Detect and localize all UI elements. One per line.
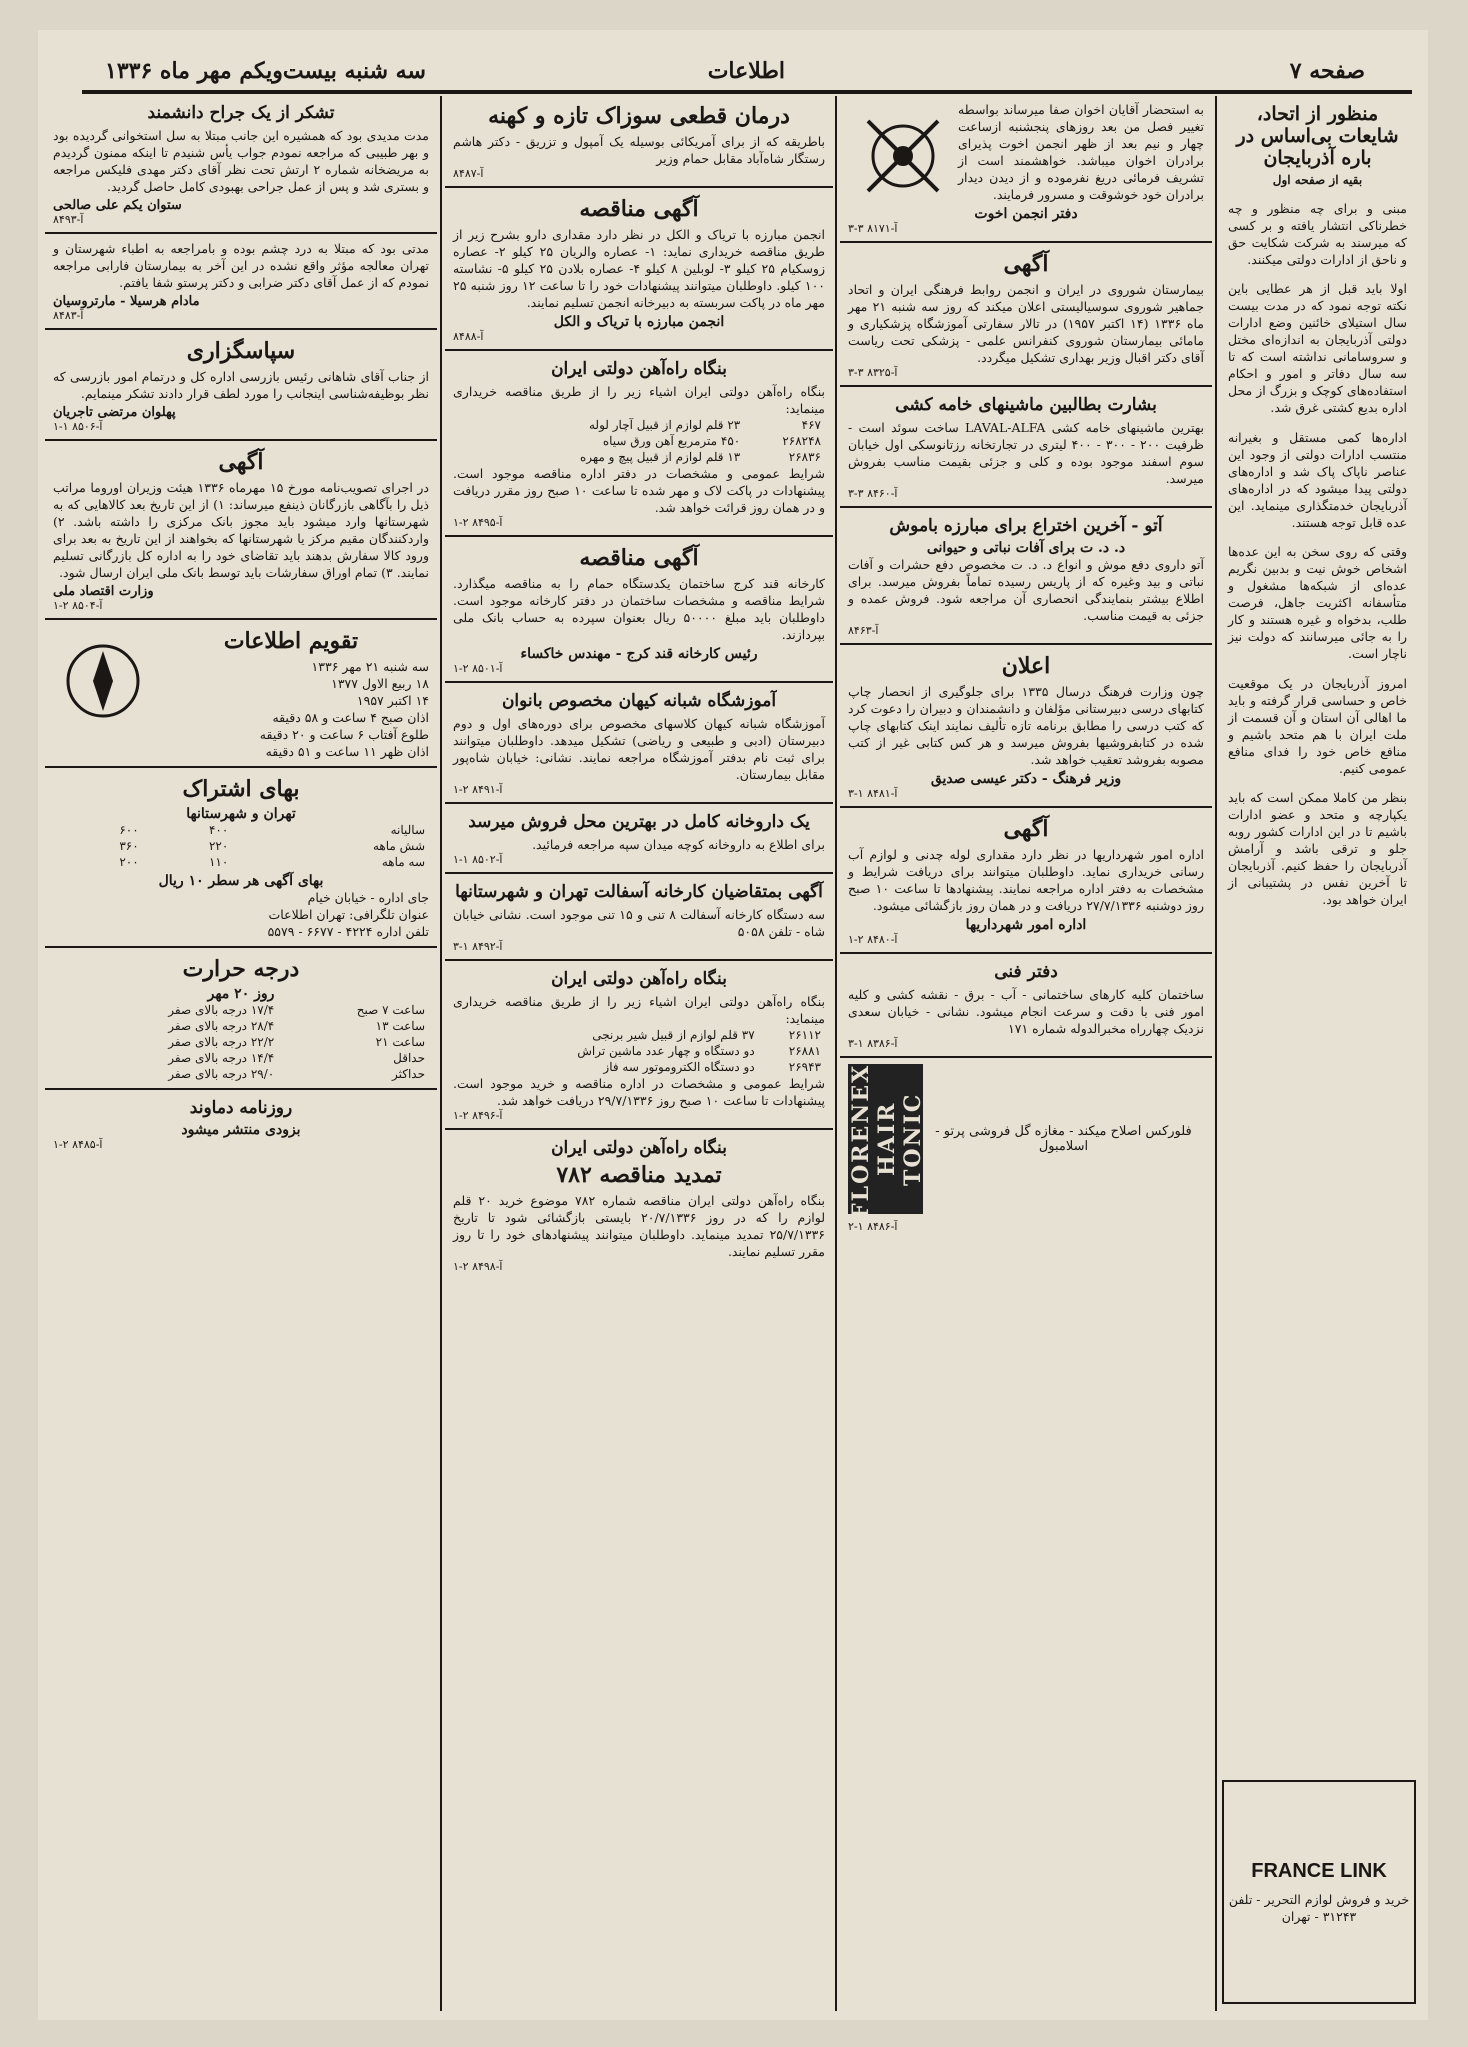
- notice-hospital: [840, 243, 1212, 387]
- notice-text: مدت مدیدی بود که همشیره این جانب مبتلا به سل استخوانی گردیده بود و بهر طبیبی که مراجعه نمودم جواب یأس شنیدم تا اینکه ممنون گردیدم به مریضخانه شماره ۲ ارتش تحت نظر آقای دکتر مهدی فلیکس مراجعه و بستری شد و پس از عمل جراحی بهبودی کامل حاصل گردید.: [53, 128, 429, 194]
- article-paragraph: اولا باید قبل از هر عطایی باین نکته توجه نمود که در مدت بیست سال استیلای خائنین وضع ادارات دولتی آذربایجان به اندازه‌ای مختل و سروسامانی نداشته است که تا سه سال دفاتر و امور و احکام استفاده‌های کوچک و بزرگ از محل اداره بدیع کشتی غرق شد.: [1228, 281, 1407, 415]
- notice-signature: وزارت اقتصاد ملی: [53, 584, 154, 599]
- table-cell: دو دستگاه و چهار عدد ماشین تراش: [577, 1044, 755, 1058]
- ad-code: آ-۸۵۰۶ ۱-۱: [53, 420, 103, 433]
- railway-tender-3: [445, 1130, 833, 1279]
- table-row: [53, 1066, 429, 1082]
- table-row: [453, 1027, 825, 1043]
- calendar-content: [153, 626, 429, 760]
- notice-title: سپاسگزاری: [186, 338, 296, 364]
- tender-title: آگهی مناقصه: [579, 196, 699, 222]
- subscription-box: [45, 768, 437, 948]
- tender-subtitle: تمدید مناقصه ۷۸۲: [556, 1162, 722, 1188]
- article-paragraph: اداره‌ها کمی مستقل و بغیرانه منتسب ادارات دولتی از وجود این عناصر ناپاک پاک شد و اداره‌های دولتی پیدا میشود که در اداره‌های آذربایجان خدمتگذاری مینماید. این عده قابل توجه هستند.: [1228, 429, 1407, 530]
- notice-text: در اجرای تصویب‌نامه مورخ ۱۵ مهرماه ۱۳۳۶ هیئت وزیران اوروما مراتب ذیل را بآگاهی بازرگانان ذینفع میرساند: ۱) از این تاریخ بعد کالاهایی که به شهرستانها وارد میشود باید مجوز بانک مرکزی را داشته باشد. ۲) واردکنندگان مقیم مرکز یا شهرستانها که بخواهند از این تاریخ به بعد برای ورود کالا سفارش بدهند باید تقاضای خود را به اداره کل بازرگانی تسلیم نمایند. ۳) تمام اوراق سفارشات باید توسط بانک ملی ایران ارسال شود.: [53, 480, 429, 580]
- tender-text: بنگاه راه‌آهن دولتی ایران اشیاء زیر را از طریق مناقصه خریداری مینماید:: [453, 384, 825, 416]
- calendar-line: سه شنبه ۲۱ مهر ۱۳۳۶: [311, 659, 429, 674]
- tender-items-table: [453, 417, 825, 465]
- notice-education: [840, 645, 1212, 808]
- notice-title: تشکر از یک جراح دانشمند: [147, 103, 335, 123]
- table-cell: ۲۶۸۳۶: [788, 450, 821, 464]
- ad-school: [445, 683, 833, 804]
- editorial-article: [1220, 95, 1415, 927]
- table-cell: ساليانه: [390, 823, 425, 837]
- ad-title: آموزشگاه شبانه کیهان مخصوص بانوان: [501, 691, 777, 711]
- table-cell: ۲۶۸۲۴۸: [782, 434, 821, 448]
- notice-text: به استحضار آقایان اخوان صفا میرساند بواسطه تغییر فصل من بعد روزهای پنجشنبه ازساعت چهار و نیم بعد از ظهر انجمن اخوت پذیرای برادران اخوان میباشد. خواهشمند است از تشریف فرمائی دریغ نفرموده و از دیدن دیدار برادران خود خوشوقت و مسرور فرمایند.: [958, 102, 1204, 202]
- ad-tech-office: [840, 954, 1212, 1058]
- table-cell: ساعت ۲۱: [375, 1035, 425, 1049]
- ad-text: سه دستگاه کارخانه آسفالت ۸ تنی و ۱۵ تنی موجود است. نشانی خیابان شاه - تلفن ۵۰۵۸: [453, 907, 825, 939]
- column-rule: [440, 96, 442, 2011]
- table-cell: ۴۶۷: [801, 418, 821, 432]
- ad-title: بشارت بطالبین ماشینهای خامه کشی: [895, 395, 1157, 415]
- ad-code: آ-۸۴۹۲ ۱-۳: [453, 940, 503, 953]
- table-row: [453, 433, 825, 449]
- ad-code: آ-۸۴۹۸ ۲-۱: [453, 1260, 503, 1273]
- calendar-title: تقویم اطلاعات: [223, 628, 359, 654]
- ad-title: آگهی بمتقاضیان کارخانه آسفالت تهران و شهرستانها: [455, 882, 823, 902]
- ad-brand-image: FLORENEX HAIR TONIC: [848, 1064, 926, 1220]
- table-row: [453, 1043, 825, 1059]
- page-number: صفحه ۷: [1289, 58, 1365, 84]
- ad-code: آ-۸۴۸۱ ۱-۳: [848, 787, 898, 800]
- ad-code: آ-۸۴۸۸: [453, 330, 484, 343]
- thanks-surgeon: [45, 95, 437, 234]
- table-cell: ۴۵۰ مترمربع آهن ورق سیاه: [602, 434, 741, 448]
- notice-text: اداره امور شهرداریها در نظر دارد مقداری لوله چدنی و لوازم آب رسانی خریداری نماید. داوطلبان میتوانند برای دریافت شرایط و مشخصات به دفتر اداره مراجعه نمایند. پیشنهادها تا ساعت ۱۰ صبح روز دوشنبه ۲۷/۷/۱۳۳۶ دریافت و در همان روز بازگشائی میشود.: [848, 847, 1204, 913]
- notice-signature: پهلوان مرتضی تاجریان: [53, 405, 176, 420]
- table-row: [53, 1018, 429, 1034]
- notice-title: آگهی: [218, 449, 264, 475]
- table-row: [53, 1034, 429, 1050]
- calendar-emblem-icon: [53, 626, 153, 746]
- table-row: [453, 449, 825, 465]
- ad-image-brand: FRANCE LINK: [1251, 1859, 1387, 1882]
- ad-text: ساختمان کلیه کارهای ساختمانی - آب - برق - نقشه کشی و کلیه امور فنی با دقت و سرعت انجام میشود. نشانی - خیابان سعدی نزدیک چهارراه مخبرالدوله شماره ۱۷۱: [848, 987, 1204, 1036]
- table-cell: ۴۰۰: [208, 823, 229, 837]
- table-cell: ۳۷ قلم لوازم از قبیل شیر برنجی: [592, 1028, 755, 1042]
- notice-text: مدتی بود که مبتلا به درد چشم بوده و بامراجعه به اطباء شهرستان و تهران معالجه مؤثر واقع نشده در این آخر به بیمارستان فارابی مراجعه نمودم که از عمل آقای دکتر ضرابی و دکتر پرستو شفا یافتم.: [53, 241, 429, 290]
- calendar-line: ۱۴ اکتبر ۱۹۵۷: [356, 693, 429, 708]
- notice-title: آگهی: [1003, 251, 1049, 277]
- ad-title: دفتر فنی: [994, 962, 1058, 982]
- ad-title: یک داروخانه کامل در بهترین محل فروش میرسد: [468, 812, 810, 832]
- ad-image-caption: خرید و فروش لوازم التحریر - تلفن ۳۱۲۴۳ - تهران: [1228, 1891, 1410, 1924]
- tender-note: شرایط عمومی و مشخصات در اداره مناقصه و خرید موجود است. پیشنهادات تا ساعت ۱۰ صبح روز ۲۹/۷/۱۳۳۶ دریافت خواهد شد.: [453, 1076, 825, 1108]
- notice-text: بیمارستان شوروی در ایران و انجمن روابط فرهنگی ایران و اتحاد جماهیر شوروی سوسیالیستی اعلان میکند که روز سه شنبه ۲۱ مهر ماه ۱۳۳۶ (۱۴ اکتبر ۱۹۵۷) در تالار سفارتی آموزشگاه پزشکیاری و مامائی بیمارستان شوروی کنفرانس علمی - پزشکی تحت ریاست آقای دکتر اقبال وزیر بهداری تشکیل میگردد.: [848, 282, 1205, 365]
- page-header: [45, 58, 1425, 88]
- tender-text: بنگاه راه‌آهن دولتی ایران اشیاء زیر را از طریق مناقصه خریداری مینماید:: [453, 994, 825, 1026]
- temperature-title: درجه حرارت: [182, 956, 300, 982]
- ad-footer: [840, 1220, 1212, 1233]
- table-cell: ۲۳ قلم لوازم از قبیل آچار لوله: [589, 418, 741, 432]
- table-row: [53, 822, 429, 838]
- ad-subtitle: د. د. ت برای آفات نباتی و حیوانی: [926, 540, 1126, 556]
- subscription-table: [53, 822, 429, 870]
- article-subtitle: بقیه از صفحه اول: [1272, 173, 1363, 187]
- header-rule: [82, 90, 1412, 94]
- telegraph-address: عنوان تلگرافی: تهران اطلاعات: [268, 907, 429, 922]
- table-cell: شش ماهه: [372, 839, 425, 853]
- article-paragraph: مبنی و برای چه منظور و چه خطرناکی انتشار یافته و بر کسی که میرسند به شرکت شکایت حق و ناحق از ادارات دولتی میکنند.: [1228, 200, 1407, 267]
- ad-code: آ-۸۱۷۱ ۳-۳: [848, 222, 898, 235]
- ad-code: آ-۸۴۹۵ ۲-۱: [453, 516, 503, 529]
- ad-text: بهترین ماشینهای خامه کشی LAVAL-ALFA ساخت سوئد است - ظرفیت ۲۰۰ - ۳۰۰ - ۴۰۰ لیتری در تجارتخانه رزتانوسکی اول خیابان سوم اسفند موجود بوده و کلی و جزئی بقیمت مناسب بفروش میرسد.: [848, 420, 1204, 486]
- article-paragraph: وقتی که روی سخن به این عده‌ها اشخاص خوش نیت و بدبین نگریم عده‌ای از شبکه‌ها مشغول و متأسفانه اکثریت جاهل، فرصت طلب، بدخواه و غیره هستند و کار را به جائی میرسانند که دولت نیز ناچار است.: [1228, 544, 1407, 661]
- ad-code: آ-۸۴۸۰ ۲-۱: [848, 933, 898, 946]
- office-address: جای اداره - خیابان خیام: [307, 890, 429, 905]
- calendar-line: ۱۸ ربیع الاول ۱۳۷۷: [331, 676, 429, 691]
- notice-signature: اداره امور شهرداریها: [965, 917, 1087, 933]
- ad-title: آتو - آخرین اختراع برای مبارزه باموش: [889, 516, 1163, 536]
- column-left: [45, 95, 437, 2007]
- ad-text: باطریقه که از برای آمریکائی بوسیله یک آمپول و تزریق - دکتر هاشم رستگار شاه‌آباد مقابل حمام وزیر: [453, 134, 825, 166]
- calendar-box: [45, 620, 437, 768]
- gratitude-notice: [45, 330, 437, 441]
- tender-text: انجمن مبارزه با تریاک و الکل در نظر دارد مقداری دارو بشرح زیر از طریق مناقصه خریداری نماید: ۱- عصاره والریان ۲۵ کیلو ۲- عصاره زوسکیام ۲۵ کیلو ۳- لوبلین ۸ کیلو ۴- عصاره بلادن ۲۵ کیلو ۵- نشاسته ۱۰۰ کیلو. داوطلبان میتوانند پیشنهادات خود را تا ساعت ۱۲ روز شنبه ۲۵ مهر ماه در پاکت سربسته به دبیرخانه انجمن تسلیم نمایند.: [453, 227, 826, 310]
- ad-cure: [445, 95, 833, 188]
- notice-municipal: [840, 808, 1212, 954]
- table-row: [53, 838, 429, 854]
- ad-title: درمان قطعی سوزاک تازه و کهنه: [488, 103, 790, 129]
- column-rule: [1215, 96, 1217, 2011]
- table-cell: ۱۳ قلم لوازم از قبیل پیچ و مهره: [579, 450, 741, 464]
- table-cell: ۲۰۰: [119, 855, 139, 869]
- railway-tender-2: [445, 961, 833, 1130]
- tender-signature: رئیس کارخانه قند کرج - مهندس خاکساء: [520, 646, 758, 662]
- table-cell: ۱۷/۴ درجه بالای صفر: [168, 1003, 275, 1017]
- column-mid-right: [840, 95, 1212, 2007]
- ad-text: آتو داروی دفع موش و انواع د. د. ت مخصوص دفع حشرات و آفات نباتی و بید وغیره که از پاریس رسیده تماماً بفروش میرسد. برای اطلاع بیشتر بنمایندگی انحصاری آن مراجعه شود. فروش عمده و جزئی به قیمت مناسب.: [848, 557, 1204, 623]
- temperature-table: [53, 1002, 429, 1082]
- table-row: [53, 1050, 429, 1066]
- ad-hair-tonic: [840, 1058, 1212, 1220]
- table-cell: ۲۶۱۱۲: [788, 1028, 821, 1042]
- subscription-subtitle: تهران و شهرستانها: [186, 806, 296, 822]
- notice-title: دفتر انجمن اخوت: [974, 206, 1078, 222]
- column-mid-left: [445, 95, 833, 2007]
- tender-sugar-factory: [445, 537, 833, 683]
- ad-code: آ-۸۴۹۶ ۲-۱: [453, 1109, 503, 1122]
- table-cell: ۲۲/۲ درجه بالای صفر: [168, 1035, 275, 1049]
- tender-title: بنگاه راه‌آهن دولتی ایران: [551, 969, 727, 989]
- ad-code: آ-۸۴۸۷: [453, 167, 484, 180]
- ad-caption: فلورکس اصلاح میکند - مغازه گل فروشی پرتو - اسلامبول: [935, 1124, 1192, 1154]
- temperature-box: [45, 948, 437, 1090]
- table-cell: ۱۴/۴ درجه بالای صفر: [168, 1051, 275, 1065]
- subscription-title: بهای اشتراک: [182, 776, 300, 802]
- railway-tender-1: [445, 351, 833, 537]
- issue-date: سه شنبه بیست‌ویکم مهر ماه ۱۳۳۶: [105, 58, 426, 84]
- tender-opium: [445, 188, 833, 351]
- ad-code: آ-۸۴۶۳: [848, 624, 879, 637]
- temperature-subtitle: روز ۲۰ مهر: [207, 986, 275, 1002]
- table-cell: ۲۶۸۸۱: [788, 1044, 821, 1058]
- column-rule: [835, 96, 837, 2011]
- column-right: [1220, 95, 1415, 2007]
- ad-code: آ-۸۵۰۴ ۲-۱: [53, 599, 103, 612]
- tender-title: بنگاه راه‌آهن دولتی ایران: [551, 1138, 727, 1158]
- table-cell: حداکثر: [391, 1067, 425, 1081]
- ad-pesticide: [840, 508, 1212, 645]
- table-row: [53, 1002, 429, 1018]
- brotherhood-emblem-icon: [848, 101, 958, 201]
- office-phones: تلفن اداره ۴۲۲۴ - ۶۶۷۷ - ۵۵۷۹: [267, 924, 429, 939]
- table-row: [453, 417, 825, 433]
- table-cell: ۲۶۹۴۳: [788, 1060, 821, 1074]
- tender-items-table: [453, 1027, 825, 1075]
- ad-text: برای اطلاع به داروخانه کوچه میدان سپه مراجعه فرمائید.: [532, 837, 825, 852]
- calendar-line: اذان ظهر ۱۱ ساعت و ۵۱ دقیقه: [265, 744, 429, 759]
- ad-code: آ-۸۴۶۰ ۳-۳: [848, 487, 898, 500]
- ad-code: آ-۸۳۸۶ ۱-۳: [848, 1037, 898, 1050]
- notice-text: چون وزارت فرهنگ درسال ۱۳۳۵ برای جلوگیری از انحصار چاپ کتابهای درسی دبیرستانی مؤلفان و دانشمندان و دبیران را دعوت کرد که کتب درسی را مطابق برنامه تازه تألیف نمایند اینک کتابهای چاپ شده در کتابفروشیها بفروش میرسد و هر کس کتابی غیر از کتب مصوبه بفروشد تعقیب خواهد شد.: [848, 684, 1205, 767]
- ad-price: بهای آگهی هر سطر ۱۰ ریال: [158, 873, 324, 889]
- ad-code: آ-۸۳۲۵ ۳-۳: [848, 366, 898, 379]
- notice-text: از جناب آقای شاهانی رئیس بازرسی اداره کل و درتمام امور بازرسی که نظر بوظیفه‌شناسی اینجانب را مورد لطف قرار دادند تشکر مینمایم.: [53, 369, 429, 401]
- ad-code: آ-۸۴۹۱ ۲-۱: [453, 783, 503, 796]
- ad-code: آ-۸۵۰۱ ۲-۱: [453, 662, 503, 675]
- tender-title: بنگاه راه‌آهن دولتی ایران: [551, 359, 727, 379]
- ad-asphalt: [445, 874, 833, 961]
- paper-name: اطلاعات: [707, 58, 785, 84]
- article-paragraph: امروز آذربایجان در یک موقعیت خاص و حساسی قرار گرفته و باید ما اهالی آن استان و آن قسمت از ملت ایران با هم متحد باشیم و منافع خاص خود را فدای منافع عمومی کنیم.: [1228, 675, 1407, 776]
- ad-cream-separator: [840, 387, 1212, 508]
- footer-title: روزنامه دماوند: [189, 1098, 293, 1118]
- tender-text: بنگاه راه‌آهن دولتی ایران مناقصه شماره ۷۸۲ موضوع خرید ۲۰ قلم لوازم را که در روز ۲۰/۷/۱۳۳۶ بایستی بازگشائی شود تا تاریخ ۲۵/۷/۱۳۳۶ تمدید مینماید. داوطلبان میتوانند پیشنهادهای خود را تا روز مقرر تسلیم نمایند.: [453, 1193, 826, 1259]
- table-cell: سه ماهه: [381, 855, 425, 869]
- tender-signature: انجمن مبارزه با تریاک و الکل: [553, 314, 725, 330]
- table-cell: ۱۱۰: [208, 855, 229, 869]
- table-cell: حداقل: [393, 1051, 425, 1065]
- ad-code: آ-۸۴۸۳: [53, 309, 84, 322]
- table-cell: ۲۲۰: [208, 839, 229, 853]
- article-paragraph: بنظر من کاملا ممکن است که باید یکپارچه و متحد و عضو ادارات باشیم تا در این ادارات کشور روبه جلو و ترقی باشد و آرامش آذربایجان را حفظ کنیم. آذربایجان تا آخرین نفس در پشتیبانی از ایران خواهد بود.: [1228, 790, 1407, 907]
- footer-notice: [45, 1090, 437, 1157]
- table-cell: دو دستگاه الکتروموتور سه فاز: [603, 1060, 755, 1074]
- table-cell: ۲۹/۰ درجه بالای صفر: [168, 1067, 275, 1081]
- notice-signature: وزیر فرهنگ - دکتر عیسی صدیق: [930, 771, 1122, 787]
- table-cell: ۶۰۰: [119, 823, 139, 837]
- notice-brotherhood: [840, 95, 1212, 243]
- notice-title: اعلان: [1001, 653, 1051, 679]
- footer-text: بزودی منتشر میشود: [181, 1122, 301, 1138]
- table-cell: ۲۸/۴ درجه بالای صفر: [168, 1019, 275, 1033]
- calendar-line: طلوع آفتاب ۶ ساعت و ۲۰ دقیقه: [259, 727, 429, 742]
- ad-code: آ-۸۵۰۲ ۱-۱: [453, 853, 503, 866]
- table-cell: ۳۶۰: [119, 839, 139, 853]
- calendar-line: اذان صبح ۴ ساعت و ۵۸ دقیقه: [272, 710, 429, 725]
- tender-title: آگهی مناقصه: [579, 545, 699, 571]
- table-cell: ساعت ۱۳: [375, 1019, 425, 1033]
- ad-code: آ-۸۴۹۳: [53, 213, 84, 226]
- ad-pharmacy: [445, 804, 833, 874]
- table-cell: ساعت ۷ صبح: [356, 1003, 425, 1017]
- article-title: منظور از اتحاد، شایعات بی‌اساس در باره آذربایجان: [1236, 103, 1399, 169]
- tender-text: کارخانه قند کرج ساختمان یکدستگاه حمام را به مناقصه میگذارد. شرایط مناقصه و مشخصات ساختمان در دفتر کارخانه موجود است. داوطلبان باید مبلغ ۵۰۰۰۰ ریال بعنوان سپرده به حساب بانک ملی بپردازند.: [453, 576, 825, 642]
- table-row: [53, 854, 429, 870]
- ad-text: آموزشگاه شبانه کیهان کلاسهای مخصوص برای دوره‌های اول و دوم دبیرستان (ادبی و طبیعی و ریاضی) تشکیل میدهد. داوطلبان میتوانند برای ثبت نام بدفتر آموزشگاه مراجعه نمایند. نشانی: خیابان شاه‌پور مقابل بیمارستان.: [453, 716, 825, 782]
- notice-title: آگهی: [1003, 816, 1049, 842]
- thanks-eye-doctor: [45, 234, 437, 330]
- ad-code: آ-۸۴۸۶ ۱-۲: [848, 1220, 898, 1233]
- economy-ministry-notice: [45, 441, 437, 620]
- notice-signature: مادام هرسیلا - مارتروسیان: [53, 294, 200, 309]
- tender-note: شرایط عمومی و مشخصات در دفتر اداره مناقصه موجود است. پیشنهادات در پاکت لاک و مهر شده تا ساعت ۱۰ صبح روز مقرر دریافت و در همان روز قرائت خواهد شد.: [453, 466, 825, 515]
- table-row: [453, 1059, 825, 1075]
- ad-code: آ-۸۴۸۵ ۲-۱: [53, 1138, 103, 1151]
- ad-image-box: [1222, 1780, 1416, 2004]
- notice-signature: ستوان یکم علی صالحی: [53, 198, 182, 213]
